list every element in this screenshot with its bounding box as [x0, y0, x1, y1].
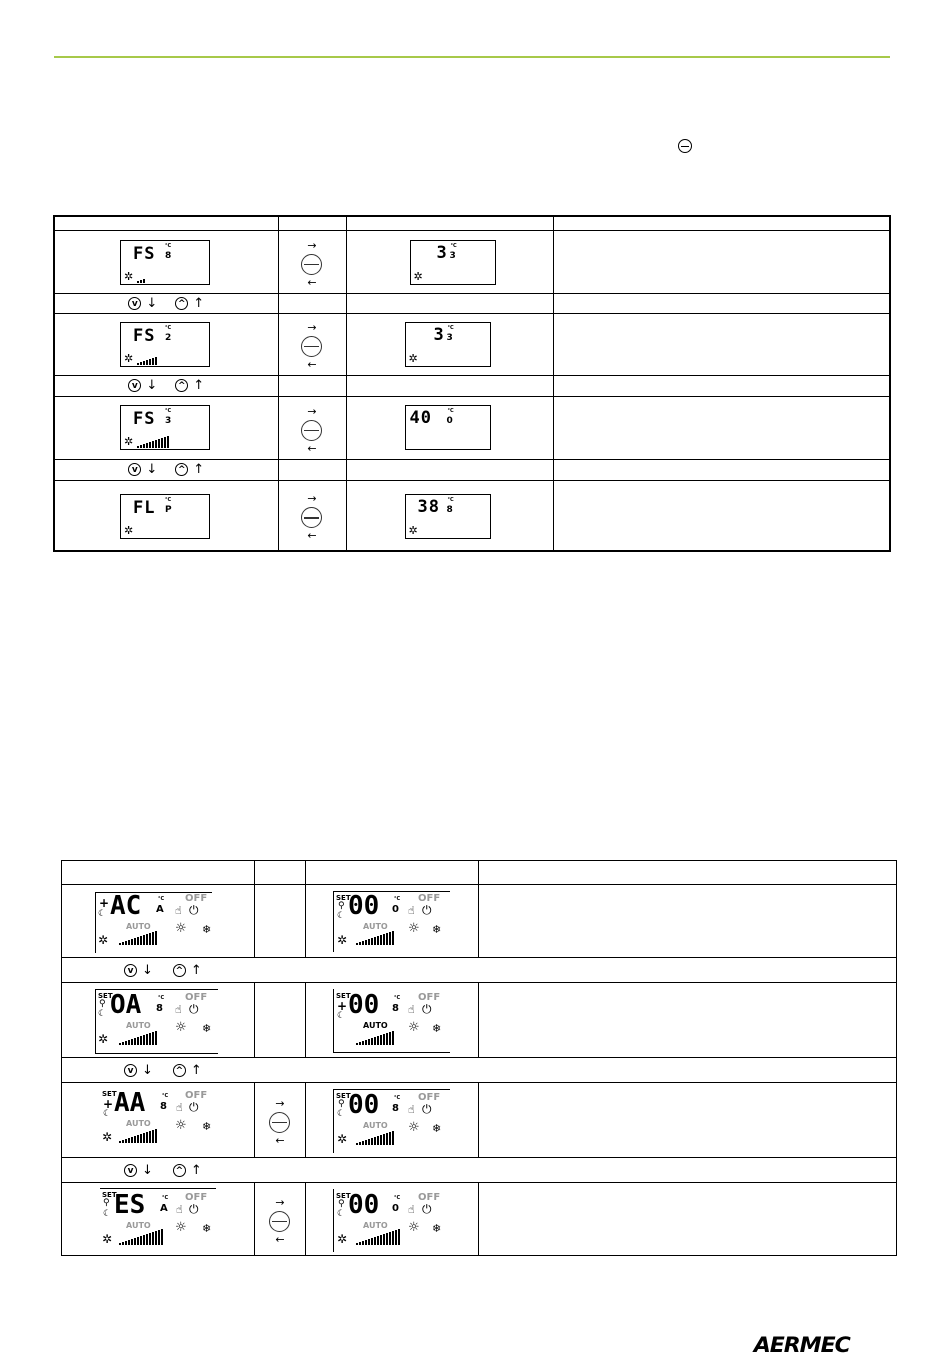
lcd-sub: 0: [446, 415, 453, 426]
lcd-sub: 3: [446, 332, 453, 343]
off-label: OFF: [185, 1192, 208, 1203]
arrow-up-icon: ↑: [190, 1062, 202, 1078]
moon-icon: ☾: [337, 1109, 346, 1119]
minus-circle-icon: [301, 254, 322, 275]
arrow-down-icon: ↓: [146, 295, 158, 311]
snowflake-icon: ❄: [202, 923, 212, 936]
thermometer-icon: ⚲: [103, 1198, 110, 1208]
sun-icon: ☼: [175, 1020, 187, 1035]
lcd-code: FS: [133, 325, 156, 346]
off-label: OFF: [185, 1090, 208, 1101]
auto-label: AUTO: [363, 1121, 388, 1130]
set-label: SET: [98, 992, 113, 1000]
up-button[interactable]: ^: [173, 964, 186, 977]
speed-bars: [356, 1129, 394, 1145]
display-unit: °C: [394, 995, 401, 1001]
auto-label: AUTO: [363, 1021, 388, 1030]
down-button[interactable]: v: [124, 1164, 137, 1177]
snowflake-icon: ❄: [202, 1120, 212, 1133]
thermostat-display: [306, 1183, 478, 1255]
up-button[interactable]: ^: [173, 1064, 186, 1077]
arrow-down-icon: ↓: [146, 462, 158, 477]
snowflake-icon: ❄: [432, 1022, 442, 1035]
set-label: SET: [102, 1090, 117, 1098]
display-unit: °C: [394, 1095, 401, 1101]
escape-control[interactable]: → ←: [300, 240, 324, 284]
set-label: SET: [336, 1092, 351, 1100]
fan-icon: ✲: [408, 351, 418, 365]
power-icon: ⏻: [422, 903, 432, 917]
display-sub: 8: [392, 1103, 399, 1114]
display-value: 00: [348, 1090, 380, 1120]
arrow-down-icon: ↓: [142, 1062, 153, 1078]
display-sub: 8: [160, 1101, 167, 1112]
display-sub: 0: [392, 1203, 399, 1214]
minus-circle-icon: [269, 1211, 290, 1232]
lcd-display: [120, 240, 210, 285]
snowflake-icon: ❄: [432, 1122, 442, 1135]
arrow-down-icon: ↓: [142, 1162, 153, 1178]
off-label: OFF: [185, 893, 208, 904]
sun-icon: ☼: [408, 1120, 420, 1135]
speed-bars: [137, 436, 169, 448]
lcd-sub: 2: [165, 332, 172, 343]
arrow-down-icon: ↓: [146, 378, 158, 393]
down-button[interactable]: v: [128, 379, 141, 392]
power-icon: ⏻: [422, 1002, 432, 1016]
off-label: OFF: [418, 893, 441, 904]
set-label: SET: [336, 992, 351, 1000]
moon-icon: ☾: [98, 909, 107, 919]
fan-icon: ✲: [124, 269, 134, 283]
hand-icon: ☝: [408, 1003, 415, 1016]
lcd-unit: °C: [165, 407, 172, 414]
thermometer-icon: ⚲: [338, 1199, 345, 1209]
fan-icon: ✲: [124, 523, 134, 537]
power-icon: ⏻: [422, 1202, 432, 1216]
minus-circle-icon: [301, 420, 322, 441]
sun-icon: ☼: [175, 1118, 187, 1133]
thermostat-display: [62, 1083, 254, 1157]
display-unit: °C: [162, 1093, 169, 1099]
thermometer-icon: ⚲: [99, 999, 106, 1009]
sun-icon: ☼: [175, 921, 187, 936]
moon-icon: ☾: [98, 1009, 107, 1019]
nav-buttons: [55, 460, 278, 480]
lcd-unit: °C: [450, 242, 457, 249]
escape-control[interactable]: → ←: [300, 493, 324, 537]
down-button[interactable]: v: [128, 463, 141, 476]
up-button[interactable]: ^: [175, 297, 188, 310]
display-sub: A: [156, 904, 164, 915]
lcd-unit: °C: [165, 242, 172, 249]
moon-icon: ☾: [103, 1109, 112, 1119]
escape-control[interactable]: → ←: [300, 406, 324, 450]
arrow-up-icon: ↑: [193, 462, 205, 477]
lcd-sub: 3: [165, 415, 172, 426]
lcd-display: [120, 405, 210, 450]
display-unit: °C: [394, 896, 401, 902]
minus-circle-icon: [269, 1112, 290, 1133]
minus-circle-icon: [301, 507, 322, 528]
auto-label: AUTO: [126, 1119, 151, 1128]
speed-bars: [119, 1029, 157, 1045]
fan-icon: ✲: [408, 523, 418, 537]
arrow-up-icon: ↑: [190, 962, 202, 978]
display-code: AA: [114, 1088, 146, 1118]
lcd-display: [120, 322, 210, 367]
fan-icon: ✲: [413, 269, 423, 283]
snowflake-icon: ❄: [432, 1222, 442, 1235]
display-sub: 8: [392, 1003, 399, 1014]
hand-icon: ☝: [175, 904, 182, 917]
aermec-logo: AERMEC: [753, 1333, 850, 1357]
lcd-code: FL: [133, 497, 156, 518]
fan-speed-table: [53, 215, 891, 552]
power-icon: ⏻: [189, 1202, 199, 1216]
lcd-display-value: [410, 240, 496, 285]
hand-icon: ☝: [176, 1101, 183, 1114]
up-button[interactable]: ^: [175, 379, 188, 392]
snowflake-icon: ❄: [202, 1222, 212, 1235]
hand-icon: ☝: [175, 1003, 182, 1016]
down-button[interactable]: v: [128, 297, 141, 310]
display-code: OA: [110, 990, 142, 1020]
plus-icon: +: [337, 999, 348, 1013]
lcd-display-value: [405, 322, 491, 367]
display-sub: 0: [392, 904, 399, 915]
power-icon: ⏻: [189, 903, 199, 917]
display-value: 00: [348, 891, 380, 921]
auto-label: AUTO: [363, 1221, 388, 1230]
auto-label: AUTO: [363, 922, 388, 931]
thermostat-display: [62, 885, 254, 957]
hand-icon: ☝: [408, 1103, 415, 1116]
escape-control[interactable]: → ←: [268, 1098, 292, 1142]
arrow-up-icon: ↑: [190, 1162, 202, 1178]
hand-icon: ☝: [176, 1203, 183, 1216]
nav-buttons: [62, 1158, 896, 1182]
lcd-value: 38: [417, 496, 440, 517]
thermometer-icon: ⚲: [338, 1099, 345, 1109]
lcd-sub: 8: [165, 250, 172, 261]
display-unit: °C: [158, 896, 165, 902]
auto-label: AUTO: [126, 1021, 151, 1030]
down-button[interactable]: v: [124, 964, 137, 977]
snowflake-icon: ❄: [432, 923, 442, 936]
lcd-code: FS: [133, 408, 156, 429]
display-value: 00: [348, 1190, 380, 1220]
escape-control[interactable]: → ←: [268, 1197, 292, 1241]
display-unit: °C: [162, 1195, 169, 1201]
thermostat-display: [306, 885, 478, 957]
nav-buttons: [62, 958, 896, 982]
off-label: OFF: [418, 992, 441, 1003]
speed-bars: [137, 356, 157, 365]
display-value: 00: [348, 990, 380, 1020]
lcd-unit: °C: [165, 324, 172, 331]
fan-icon: ✲: [124, 434, 134, 448]
set-label: SET: [102, 1191, 117, 1199]
nav-buttons: [62, 1058, 896, 1082]
lcd-unit: °C: [447, 324, 454, 331]
auto-label: AUTO: [126, 922, 151, 931]
off-label: OFF: [418, 1092, 441, 1103]
fan-icon: ✲: [337, 1232, 348, 1246]
escape-control[interactable]: → ←: [300, 322, 324, 366]
auto-label: AUTO: [126, 1221, 151, 1230]
speed-bars: [119, 1229, 163, 1245]
lcd-display-value: [405, 494, 491, 539]
display-sub: 8: [156, 1003, 163, 1014]
lcd-value: 3: [433, 324, 445, 345]
speed-bars: [119, 929, 157, 945]
plus-icon: +: [99, 896, 110, 910]
snowflake-icon: ❄: [202, 1022, 212, 1035]
moon-icon: ☾: [337, 1011, 346, 1021]
sun-icon: ☼: [408, 1020, 420, 1035]
fan-icon: ✲: [102, 1130, 113, 1144]
hand-icon: ☝: [408, 1203, 415, 1216]
hand-icon: ☝: [408, 904, 415, 917]
lcd-unit: °C: [447, 496, 454, 503]
thermostat-display: [306, 983, 478, 1057]
lcd-unit: °C: [165, 496, 172, 503]
lcd-sub: 8: [446, 504, 453, 515]
thermometer-icon: ⚲: [338, 901, 345, 911]
up-button[interactable]: ^: [173, 1164, 186, 1177]
fan-icon: ✲: [98, 1032, 109, 1046]
nav-buttons: [55, 294, 278, 313]
escape-key-icon: [678, 139, 692, 153]
power-icon: ⏻: [189, 1100, 199, 1114]
arrow-down-icon: ↓: [142, 962, 153, 978]
arrow-up-icon: ↑: [193, 295, 205, 311]
speed-bars: [356, 1029, 394, 1045]
lcd-value: 3: [436, 242, 448, 263]
fan-icon: ✲: [98, 933, 109, 947]
up-button[interactable]: ^: [175, 463, 188, 476]
display-unit: °C: [394, 1195, 401, 1201]
speed-bars: [137, 277, 145, 283]
power-icon: ⏻: [422, 1102, 432, 1116]
sun-icon: ☼: [408, 1220, 420, 1235]
off-label: OFF: [418, 1192, 441, 1203]
display-code: ES: [114, 1190, 146, 1220]
down-button[interactable]: v: [124, 1064, 137, 1077]
plus-icon: +: [103, 1097, 114, 1111]
thermostat-display: [306, 1083, 478, 1157]
fan-icon: ✲: [337, 933, 348, 947]
lcd-display: [120, 494, 210, 539]
lcd-sub: 3: [449, 250, 456, 261]
moon-icon: ☾: [103, 1209, 112, 1219]
fan-icon: ✲: [102, 1232, 113, 1246]
lcd-sub: P: [165, 504, 172, 515]
display-unit: °C: [158, 995, 165, 1001]
fan-icon: ✲: [337, 1132, 348, 1146]
lcd-value: 40: [409, 407, 432, 428]
set-label: SET: [336, 1192, 351, 1200]
nav-buttons: [55, 376, 278, 396]
sun-icon: ☼: [408, 921, 420, 936]
thermostat-display: [62, 1183, 254, 1255]
speed-bars: [356, 929, 394, 945]
minus-circle-icon: [301, 336, 322, 357]
display-code: AC: [110, 891, 142, 921]
arrow-up-icon: ↑: [193, 378, 205, 393]
thermostat-display: [62, 983, 254, 1057]
header-rule: [54, 56, 890, 58]
speed-bars: [356, 1229, 400, 1245]
lcd-display-value: [405, 405, 491, 450]
speed-bars: [119, 1127, 157, 1143]
moon-icon: ☾: [337, 1209, 346, 1219]
moon-icon: ☾: [337, 911, 346, 921]
power-icon: ⏻: [189, 1002, 199, 1016]
display-sub: A: [160, 1203, 168, 1214]
set-label: SET: [336, 894, 351, 902]
off-label: OFF: [185, 992, 208, 1003]
sun-icon: ☼: [175, 1220, 187, 1235]
lcd-unit: °C: [447, 407, 454, 414]
fan-icon: ✲: [124, 351, 134, 365]
lcd-code: FS: [133, 243, 156, 264]
mode-table: [61, 860, 897, 1256]
